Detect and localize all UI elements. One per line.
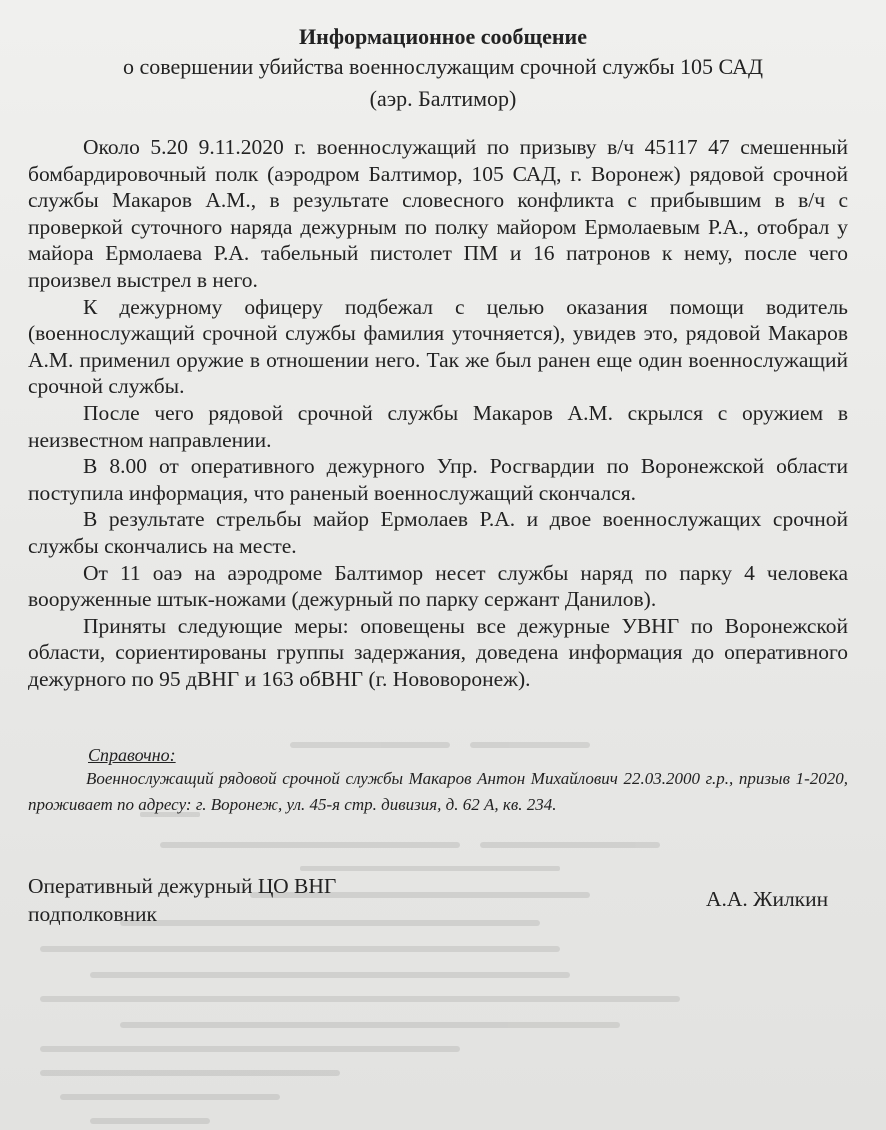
paragraph-info-8am: В 8.00 от оперативного дежурного Упр. Росгвардии по Воронежской области поступила информация, что раненый военнослужащий скончался. bbox=[28, 454, 848, 505]
document-subtitle: о совершении убийства военнослужащим срочной службы 105 САД bbox=[122, 54, 764, 79]
paragraph-driver: К дежурному офицеру подбежал с целью оказания помощи водитель (военнослужащий срочной службы фамилия уточняется), увидев это, рядовой Макаров А.М. применил оружие в отношении него. Так же был ранен еще один военнослужащий срочной службы. bbox=[28, 294, 848, 399]
paragraph-guard: От 11 оаэ на аэродроме Балтимор несет службы наряд по парку 4 человека вооруженные штык-ножами (дежурный по парку сержант Данилов). bbox=[28, 560, 848, 612]
document-body bbox=[28, 134, 848, 692]
document-subtitle-location: (аэр. Балтимор) bbox=[369, 86, 517, 111]
paragraph-casualties: В результате стрельбы майор Ермолаев Р.А. и двое военнослужащих срочной службы скончались на месте. bbox=[28, 507, 848, 558]
signature-position-line2: подполковник bbox=[28, 902, 157, 926]
paragraph-measures: Приняты следующие меры: оповещены все дежурные УВНГ по Воронежской области, сориентированы группы задержания, доведена информация до оперативного дежурного по 95 дВНГ и 163 обВНГ (г. Нововоронеж). bbox=[28, 613, 848, 691]
signature-position bbox=[28, 872, 336, 928]
signature-position-line1: Оперативный дежурный ЦО ВНГ bbox=[28, 874, 337, 898]
paragraph-escape: После чего рядовой срочной службы Макаров А.М. скрылся с оружием в неизвестном направлении. bbox=[28, 400, 848, 452]
signature-name: А.А. Жилкин bbox=[706, 887, 829, 911]
paragraph-incident: Около 5.20 9.11.2020 г. военнослужащий по призыву в/ч 45117 47 смешенный бомбардировочный полк (аэродром Балтимор, 105 САД, г. Воронеж) рядовой срочной службы Макаров А.М., в результате словесного конфликта с прибывшим в в/ч с проверкой суточного наряда дежурным по полку майором Ермолаевым Р.А., отобрал у майора Ермолаева Р.А. табельный пистолет ПМ и 16 патронов к нему, после чего произвел выстрел в него. bbox=[28, 135, 848, 292]
reference-label: Справочно: bbox=[88, 745, 176, 765]
reference-text bbox=[28, 766, 848, 818]
document-title: Информационное сообщение bbox=[299, 24, 587, 49]
reference-text-body: Военнослужащий рядовой срочной службы Макаров Антон Михайлович 22.03.2000 г.р., призыв 1-2020, проживает по адресу: г. Воронеж, ул. 45-я стр. дивизия, д. 62 А, кв. 234. bbox=[28, 769, 848, 814]
